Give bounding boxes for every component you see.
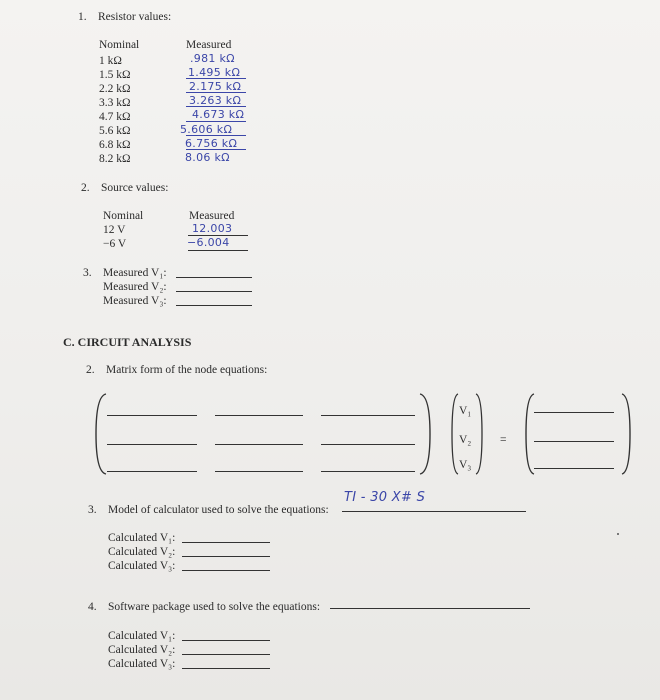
resistor-measured-3: 2.175 kΩ	[189, 80, 242, 93]
source-nominal-2: −6 V	[103, 238, 127, 250]
q2-number: 2.	[86, 364, 95, 376]
q4-calculated-v2-blank[interactable]	[182, 654, 270, 655]
q3-text: Model of calculator used to solve the equations:	[108, 504, 329, 516]
resistor-nominal-4: 3.3 kΩ	[99, 97, 131, 109]
source-measured-1: 12.003	[192, 222, 233, 235]
source-measured-header: Measured	[189, 210, 235, 222]
item3-number: 3.	[83, 267, 92, 279]
resistor-measured-underline-5	[186, 135, 246, 136]
matrix-cell-1-2[interactable]	[215, 415, 303, 416]
resistor-measured-underline-1	[186, 78, 246, 79]
source-measured-underline-1	[188, 235, 248, 236]
q4-calculated-v3-blank[interactable]	[182, 668, 270, 669]
section-c-heading: C. CIRCUIT ANALYSIS	[63, 335, 192, 349]
measured-v1-blank[interactable]	[176, 277, 252, 278]
rhs-cell-1[interactable]	[534, 412, 614, 413]
measured-v3-blank[interactable]	[176, 305, 252, 306]
resistor-measured-underline-3	[186, 106, 246, 107]
vector-v3: V₃	[459, 459, 472, 471]
q3-calculated-v1-blank[interactable]	[182, 542, 270, 543]
source-nominal-header: Nominal	[103, 210, 144, 222]
resistor-nominal-3: 2.2 kΩ	[99, 83, 131, 95]
resistor-measured-underline-4	[186, 121, 246, 122]
item1-title: Resistor values:	[98, 11, 172, 23]
resistor-nominal-5: 4.7 kΩ	[99, 111, 131, 123]
item2-title: Source values:	[101, 182, 169, 194]
resistor-measured-2: 1.495 kΩ	[188, 66, 241, 79]
q4-calculated-v2-label: Calculated V₂:	[108, 644, 176, 656]
resistor-measured-5: 4.673 kΩ	[192, 108, 245, 121]
measured-v3-label: Measured V₃:	[103, 295, 167, 307]
rhs-cell-3[interactable]	[534, 468, 614, 469]
measured-v2-blank[interactable]	[176, 291, 252, 292]
resistor-measured-underline-2	[186, 92, 246, 93]
q4-number: 4.	[88, 601, 97, 613]
matrix-right-bracket	[418, 392, 432, 476]
q3-calculated-v1-label: Calculated V₁:	[108, 532, 176, 544]
page-dot-mark	[617, 533, 619, 535]
matrix-cell-3-1[interactable]	[107, 471, 197, 472]
resistor-nominal-8: 8.2 kΩ	[99, 153, 131, 165]
q3-calculated-v3-blank[interactable]	[182, 570, 270, 571]
resistor-measured-7: 6.756 kΩ	[185, 137, 238, 150]
matrix-cell-1-1[interactable]	[107, 415, 197, 416]
matrix-cell-3-3[interactable]	[321, 471, 415, 472]
item1-number: 1.	[78, 11, 87, 23]
equals-sign: =	[500, 434, 507, 446]
resistor-measured-header: Measured	[186, 39, 232, 51]
resistor-nominal-6: 5.6 kΩ	[99, 125, 131, 137]
resistor-measured-8: 8.06 kΩ	[185, 151, 230, 164]
q4-calculated-v1-label: Calculated V₁:	[108, 630, 176, 642]
q4-calculated-v3-label: Calculated V₃:	[108, 658, 176, 670]
matrix-cell-3-2[interactable]	[215, 471, 303, 472]
resistor-nominal-2: 1.5 kΩ	[99, 69, 131, 81]
resistor-measured-6: 5.606 kΩ	[180, 123, 233, 136]
item2-number: 2.	[81, 182, 90, 194]
rhs-right-bracket	[620, 392, 632, 476]
source-nominal-1: 12 V	[103, 224, 126, 236]
q3-answer-line[interactable]	[342, 511, 526, 512]
resistor-nominal-header: Nominal	[99, 39, 140, 51]
matrix-cell-1-3[interactable]	[321, 415, 415, 416]
matrix-left-bracket	[94, 392, 108, 476]
resistor-nominal-1: 1 kΩ	[99, 55, 122, 67]
source-measured-underline-2	[188, 250, 248, 251]
matrix-cell-2-1[interactable]	[107, 444, 197, 445]
q3-calculated-v2-label: Calculated V₂:	[108, 546, 176, 558]
source-measured-2: −6.004	[187, 236, 230, 249]
rhs-cell-2[interactable]	[534, 441, 614, 442]
q3-number: 3.	[88, 504, 97, 516]
resistor-measured-4: 3.263 kΩ	[189, 94, 242, 107]
q2-text: Matrix form of the node equations:	[106, 364, 268, 376]
resistor-nominal-7: 6.8 kΩ	[99, 139, 131, 151]
rhs-left-bracket	[524, 392, 536, 476]
q3-calculated-v3-label: Calculated V₃:	[108, 560, 176, 572]
q4-answer-line[interactable]	[330, 608, 530, 609]
measured-v2-label: Measured V₂:	[103, 281, 167, 293]
measured-v1-label: Measured V₁:	[103, 267, 167, 279]
resistor-measured-underline-6	[186, 149, 246, 150]
q3-handwritten-answer: TI - 30 X# S	[344, 490, 426, 505]
vector-v2: V₂	[459, 434, 472, 446]
matrix-cell-2-3[interactable]	[321, 444, 415, 445]
q3-calculated-v2-blank[interactable]	[182, 556, 270, 557]
q4-calculated-v1-blank[interactable]	[182, 640, 270, 641]
resistor-measured-1: .981 kΩ	[190, 52, 235, 65]
vector-v1: V₁	[459, 405, 472, 417]
vector-right-bracket	[474, 392, 484, 476]
q4-text: Software package used to solve the equations:	[108, 601, 321, 613]
matrix-cell-2-2[interactable]	[215, 444, 303, 445]
